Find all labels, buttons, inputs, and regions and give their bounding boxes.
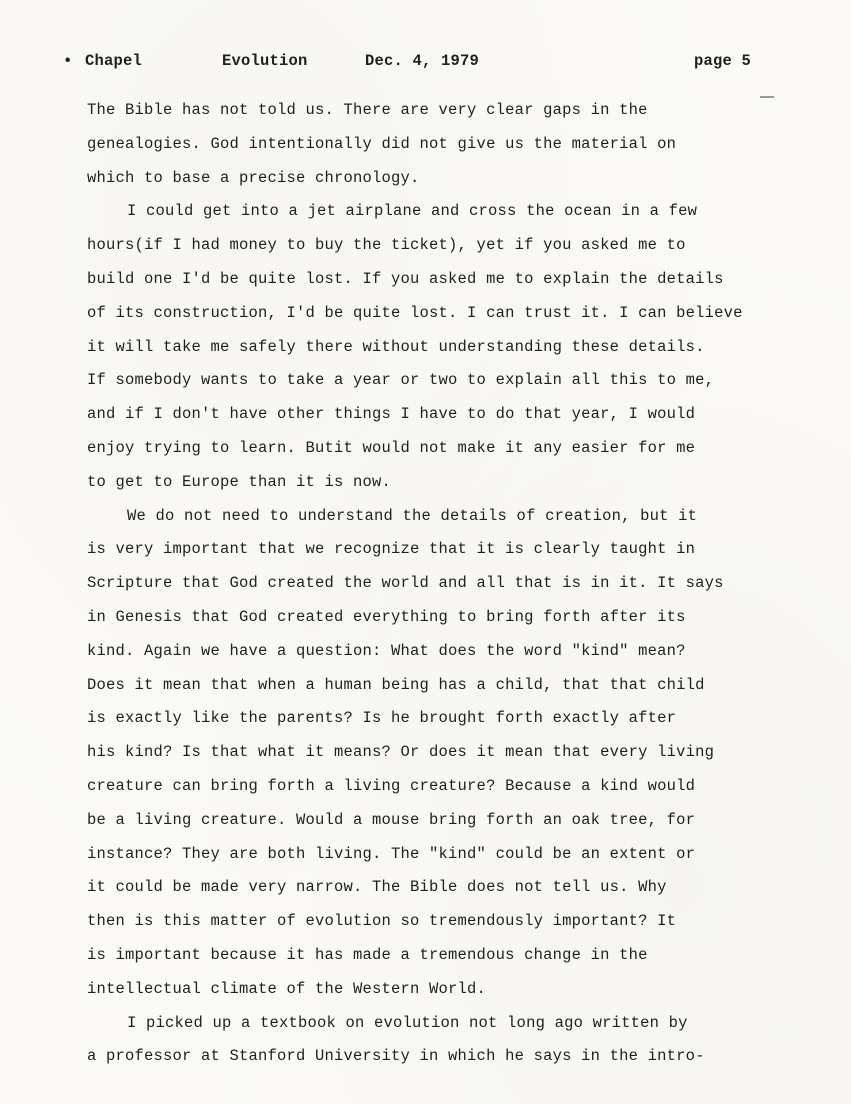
text-line: intellectual climate of the Western World.: [87, 979, 487, 998]
text-line: kind. Again we have a question: What does the word "kind" mean?: [87, 641, 686, 660]
header-chapel: Chapel: [85, 52, 143, 70]
header-page-number: page 5: [694, 52, 752, 70]
text-line: hours(if I had money to buy the ticket), yet if you asked me to: [87, 236, 686, 255]
text-line: is important because it has made a tremendous change in the: [87, 945, 648, 964]
header-topic: Evolution: [222, 52, 308, 70]
text-line: his kind? Is that what it means? Or does it mean that every living: [87, 743, 715, 762]
text-line: I picked up a textbook on evolution not long ago written by: [127, 1013, 688, 1032]
text-line: is very important that we recognize that it is clearly taught in: [87, 540, 696, 559]
text-line: to get to Europe than it is now.: [87, 472, 392, 491]
text-line: enjoy trying to learn. Butit would not make it any easier for me: [87, 438, 696, 457]
text-line: is exactly like the parents? Is he brought forth exactly after: [87, 709, 677, 728]
text-line: We do not need to understand the details of creation, but it: [127, 506, 698, 525]
header-bullet: •: [63, 52, 73, 70]
text-line: then is this matter of evolution so tremendously important? It: [87, 912, 677, 931]
text-line: instance? They are both living. The "kind" could be an extent or: [87, 844, 696, 863]
text-line: be a living creature. Would a mouse bring forth an oak tree, for: [87, 810, 696, 829]
text-line: which to base a precise chronology.: [87, 168, 420, 187]
text-line: genealogies. God intentionally did not give us the material on: [87, 134, 677, 153]
page-header: [0, 52, 851, 74]
header-date: Dec. 4, 1979: [365, 52, 480, 70]
text-line: a professor at Stanford University in which he says in the intro-: [87, 1047, 705, 1066]
body-text: [87, 94, 807, 1074]
text-line: it will take me safely there without understanding these details.: [87, 337, 705, 356]
text-line: and if I don't have other things I have to do that year, I would: [87, 405, 696, 424]
text-line: Does it mean that when a human being has a child, that that child: [87, 675, 705, 694]
text-line: Scripture that God created the world and all that is in it. It says: [87, 574, 724, 593]
text-line: The Bible has not told us. There are very clear gaps in the: [87, 101, 648, 119]
text-line: If somebody wants to take a year or two to explain all this to me,: [87, 371, 715, 390]
text-line: it could be made very narrow. The Bible does not tell us. Why: [87, 878, 667, 897]
text-line: in Genesis that God created everything to bring forth after its: [87, 607, 686, 626]
text-line: of its construction, I'd be quite lost. I can trust it. I can believe: [87, 303, 743, 322]
text-line: build one I'd be quite lost. If you asked me to explain the details: [87, 269, 724, 288]
text-line: creature can bring forth a living creature? Because a kind would: [87, 776, 696, 795]
text-line: I could get into a jet airplane and cross the ocean in a few: [127, 202, 698, 221]
